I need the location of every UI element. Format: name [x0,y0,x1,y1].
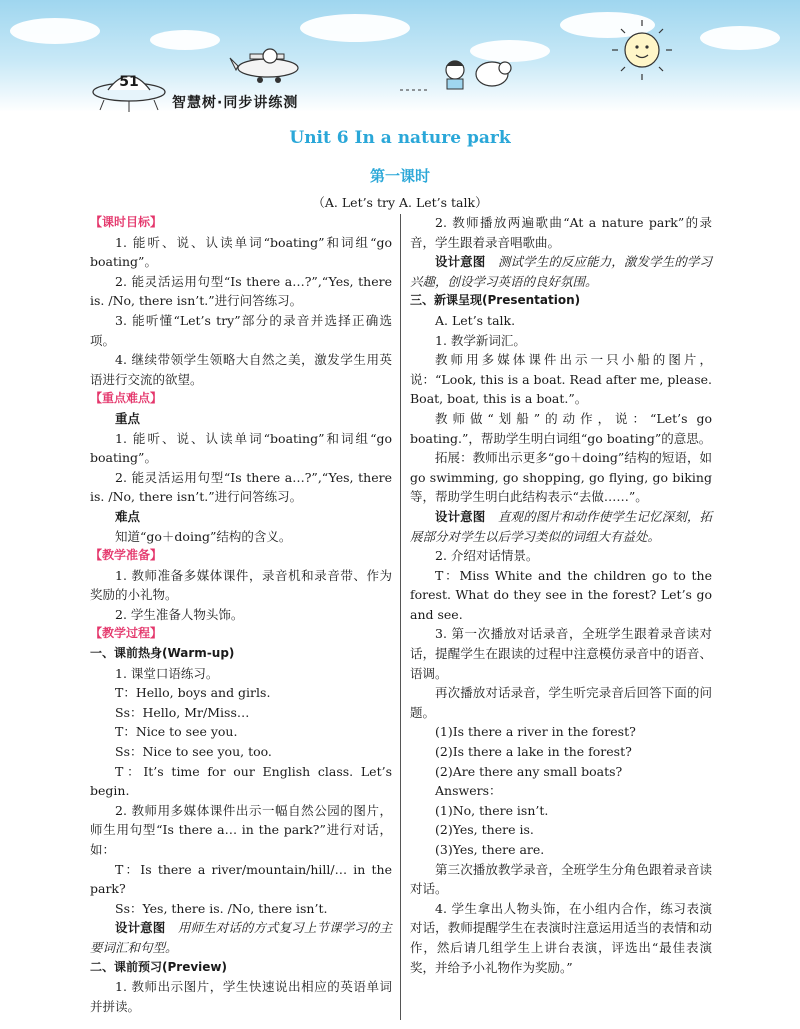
sub-heading: 难点 [115,508,141,524]
body-paragraph: T：Miss White and the children go to the forest. What do they see in the forest? Let’s go and see. [410,567,712,622]
body-paragraph: Ss：Hello, Mr/Miss… [115,704,250,720]
body-paragraph: 1. 教师出示图片，学生快速说出相应的英语单词并拼读。 [90,979,392,1014]
body-paragraph: T：Hello, boys and girls. [115,685,271,701]
body-paragraph: A. Let’s talk. [435,312,516,328]
sun-icon [612,20,672,80]
body-paragraph: 2. 介绍对话情景。 [435,548,539,564]
body-paragraph: (2)Is there a lake in the forest? [435,744,632,760]
body-paragraph: 2. 能灵活运用句型“Is there a…?”,“Yes, there is. /No, there isn’t.”进行问答练习。 [90,273,392,309]
design-intent-text: 用师生对话的方式复习上节课学习的主要词汇和句型。 [90,920,392,955]
body-paragraph: 2. 能灵活运用句型“Is there a…?”,“Yes, there is. /No, there isn’t.”进行问答练习。 [90,469,392,505]
body-paragraph: 1. 教师准备多媒体课件，录音机和录音带、作为奖励的小礼物。 [90,567,392,603]
column-divider [400,214,401,1020]
body-paragraph: 4. 继续带领学生领略大自然之美，激发学生用英语进行交流的欲望。 [90,352,392,387]
design-intent-label: 设计意图 [435,508,486,524]
section-tag: 【重点难点】 [90,391,163,406]
body-paragraph: T：It’s time for our English class. Let’s begin. [90,763,392,799]
design-intent-note [410,252,712,291]
section-tag: 【课时目标】 [90,215,163,229]
body-paragraph: 教师用多媒体课件出示一只小船的图片，说：“Look, this is a boat. Read after me, please. Boat, boat, this is a boat.”。 [410,352,713,407]
design-intent-text: 测试学生的反应能力，激发学生的学习兴趣，创设学习英语的良好氛围。 [410,254,712,289]
book-title: 智慧树·同步讲练测 [172,95,299,111]
header-illustration [0,0,800,120]
body-paragraph: Ss：Nice to see you, too. [115,744,272,760]
body-paragraph: Answers： [435,783,502,799]
body-paragraph: (1)No, there isn’t. [435,802,549,818]
section-heading: 二、课前预习(Preview) [90,959,227,974]
section-tag: 【教学准备】 [90,548,163,563]
sub-heading: 重点 [115,410,141,426]
design-intent-text: 直观的图片和动作使学生记忆深刻，拓展部分对学生以后学习类似的词组大有益处。 [410,508,712,544]
unit-title: Unit 6 In a nature park [289,128,511,148]
body-paragraph: 2. 学生准备人物头饰。 [115,606,244,622]
body-paragraph: 2. 教师用多媒体课件出示一幅自然公园的图片，师生用句型“Is there a… in the park?”进行对话，如： [90,802,392,857]
design-intent-note [90,918,392,957]
body-paragraph: Ss：Yes, there is. /No, there isn’t. [115,900,328,916]
body-paragraph: 3. 第一次播放对话录音，全班学生跟着录音读对话，提醒学生在跟读的过程中注意模仿录音中的语音、语调。 [410,626,712,681]
design-intent-label: 设计意图 [115,920,166,936]
body-paragraph: 1. 教学新词汇。 [435,332,526,348]
lesson-title: 第一课时 [369,167,430,185]
left-column [90,213,392,1016]
right-column [410,213,712,977]
section-heading: 三、新课呈现(Presentation) [410,293,581,308]
section-tag: 【教学过程】 [90,626,163,641]
body-paragraph: 3. 能听懂“Let’s try”部分的录音并选择正确选项。 [90,312,392,348]
body-paragraph: 拓展：教师出示更多“go＋doing”结构的短语，如 go swimming, go shopping, go flying, go biking 等，帮助学生明白此结构表示“去做……”。 [410,450,712,505]
body-paragraph: 1. 能听、说、认读单词“boating”和词组“go boating”。 [90,234,392,270]
body-paragraph: 1. 课堂口语练习。 [115,665,219,681]
body-paragraph: (1)Is there a river in the forest? [435,724,636,740]
body-paragraph: 再次播放对话录音，学生听完录音后回答下面的问题。 [410,685,712,720]
body-paragraph: T：Nice to see you. [115,724,238,740]
design-intent-note [410,507,712,546]
body-paragraph: (2)Yes, there is. [435,822,534,838]
body-paragraph: (3)Yes, there are. [435,842,545,857]
body-paragraph: 2. 教师播放两遍歌曲“At a nature park”的录音，学生跟着录音唱歌曲。 [410,215,712,250]
body-paragraph: 第三次播放教学录音，全班学生分角色跟着录音读对话。 [410,861,712,897]
cartoon-child-icon [400,61,511,90]
lesson-subtitle: （A. Let’s try A. Let’s talk） [312,195,488,210]
body-paragraph: 4. 学生拿出人物头饰，在小组内合作，练习表演对话，教师提醒学生在表演时注意运用适当的表情和动作，然后请几组学生上讲台表演，评选出“最佳表演奖，并给予小礼物作为奖励。” [410,900,712,975]
page-number: 51 [119,74,139,90]
body-paragraph: 教师做“划船”的动作，说：“Let’s go boating.”，帮助学生明白词组“go boating”的意思。 [410,410,712,446]
section-heading: 一、课前热身(Warm-up) [90,646,235,661]
design-intent-label: 设计意图 [435,254,486,270]
body-paragraph: 知道“go＋doing”结构的含义。 [115,528,292,544]
body-paragraph: T：Is there a river/mountain/hill/… in the park? [90,861,392,897]
body-paragraph: 1. 能听、说、认读单词“boating”和词组“go boating”。 [90,430,392,466]
airplane-icon [230,49,298,83]
body-paragraph: (2)Are there any small boats? [435,763,623,779]
